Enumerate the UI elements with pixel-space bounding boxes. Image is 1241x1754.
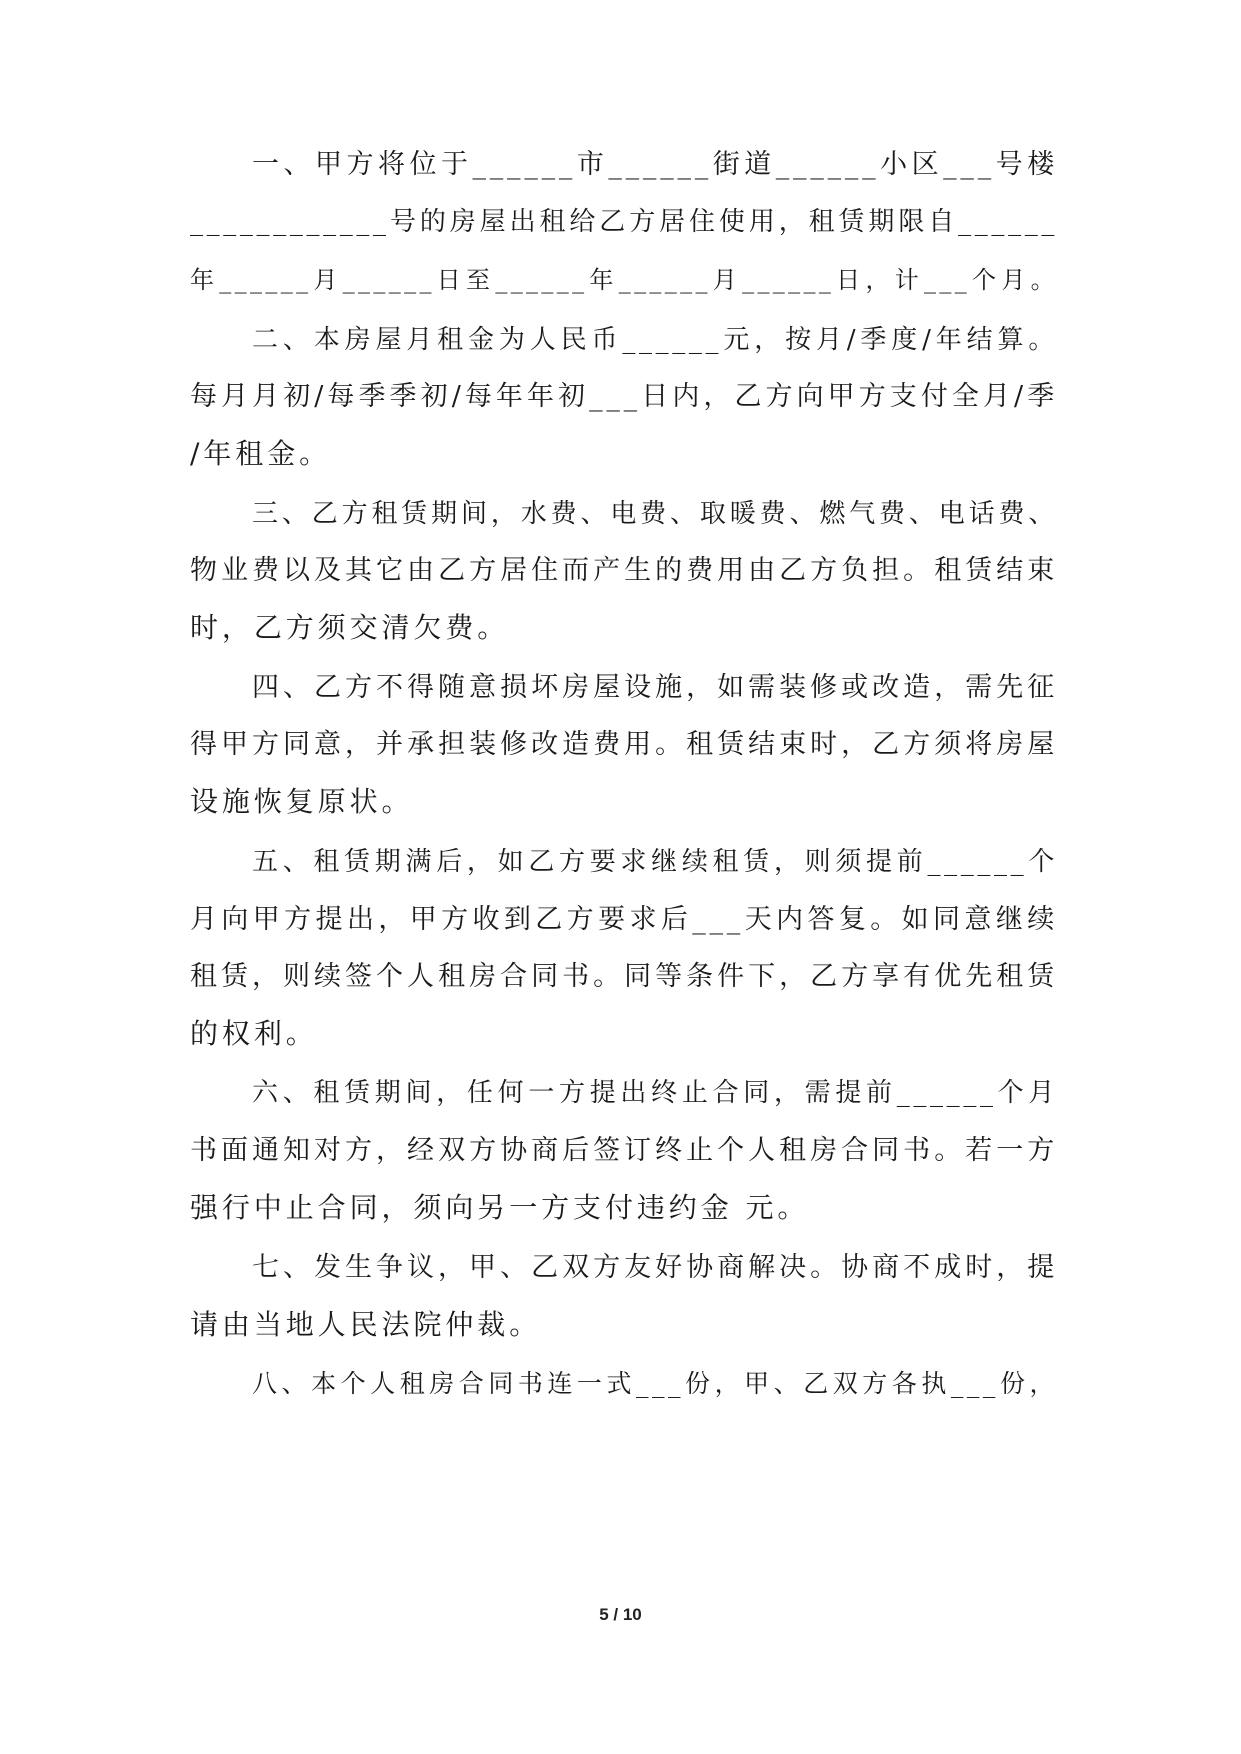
paragraph-2-line-2: 每月月初/每季季初/每年年初___日内，乙方向甲方支付全月/季 <box>190 381 1058 412</box>
paragraph-4-line-2: 得甲方同意，并承担装修改造费用。租赁结束时，乙方须将房屋 <box>190 729 1058 760</box>
paragraph-8-line-1: 八、本个人租房合同书连一式___份，甲、乙双方各执___份， <box>252 1369 1058 1398</box>
paragraph-1-line-2: ____________号的房屋出租给乙方居住使用，租赁期限自______ <box>190 207 1058 237</box>
paragraph-2-line-1: 二、本房屋月租金为人民币______元，按月/季度/年结算。 <box>252 325 1058 355</box>
paragraph-5-line-3: 租赁，则续签个人租房合同书。同等条件下，乙方享有优先租赁 <box>190 961 1058 992</box>
paragraph-5-line-1: 五、租赁期满后，如乙方要求继续租赁，则须提前______个 <box>252 847 1058 877</box>
paragraph-1-line-3: 年______月______日至______年______月______日，计___个月。 <box>190 266 1058 294</box>
paragraph-3-line-3: 时，乙方须交清欠费。 <box>190 611 510 644</box>
paragraph-6-line-3: 强行中止合同，须向另一方支付违约金 元。 <box>190 1191 810 1224</box>
paragraph-2-line-3: /年租金。 <box>190 437 332 470</box>
paragraph-6-line-2: 书面通知对方，经双方协商后签订终止个人租房合同书。若一方 <box>190 1135 1058 1166</box>
paragraph-4-line-3: 设施恢复原状。 <box>190 785 414 818</box>
paragraph-3-line-2: 物业费以及其它由乙方居住而产生的费用由乙方负担。租赁结束 <box>190 555 1058 586</box>
paragraph-6-line-1: 六、租赁期间，任何一方提出终止合同，需提前______个月 <box>252 1078 1058 1108</box>
page-number: 5 / 10 <box>599 1605 642 1624</box>
paragraph-1-line-1: 一、甲方将位于______市______街道______小区___号楼 <box>252 149 1058 180</box>
paragraph-7-line-1: 七、发生争议，甲、乙双方友好协商解决。协商不成时，提 <box>252 1252 1058 1283</box>
paragraph-7-line-2: 请由当地人民法院仲裁。 <box>190 1308 542 1341</box>
paragraph-3-line-1: 三、乙方租赁期间，水费、电费、取暖费、燃气费、电话费、 <box>252 499 1058 529</box>
paragraph-4-line-1: 四、乙方不得随意损坏房屋设施，如需装修或改造，需先征 <box>252 672 1058 703</box>
paragraph-5-line-4: 的权利。 <box>190 1017 318 1050</box>
paragraph-5-line-2: 月向甲方提出，甲方收到乙方要求后___天内答复。如同意继续 <box>190 904 1058 935</box>
